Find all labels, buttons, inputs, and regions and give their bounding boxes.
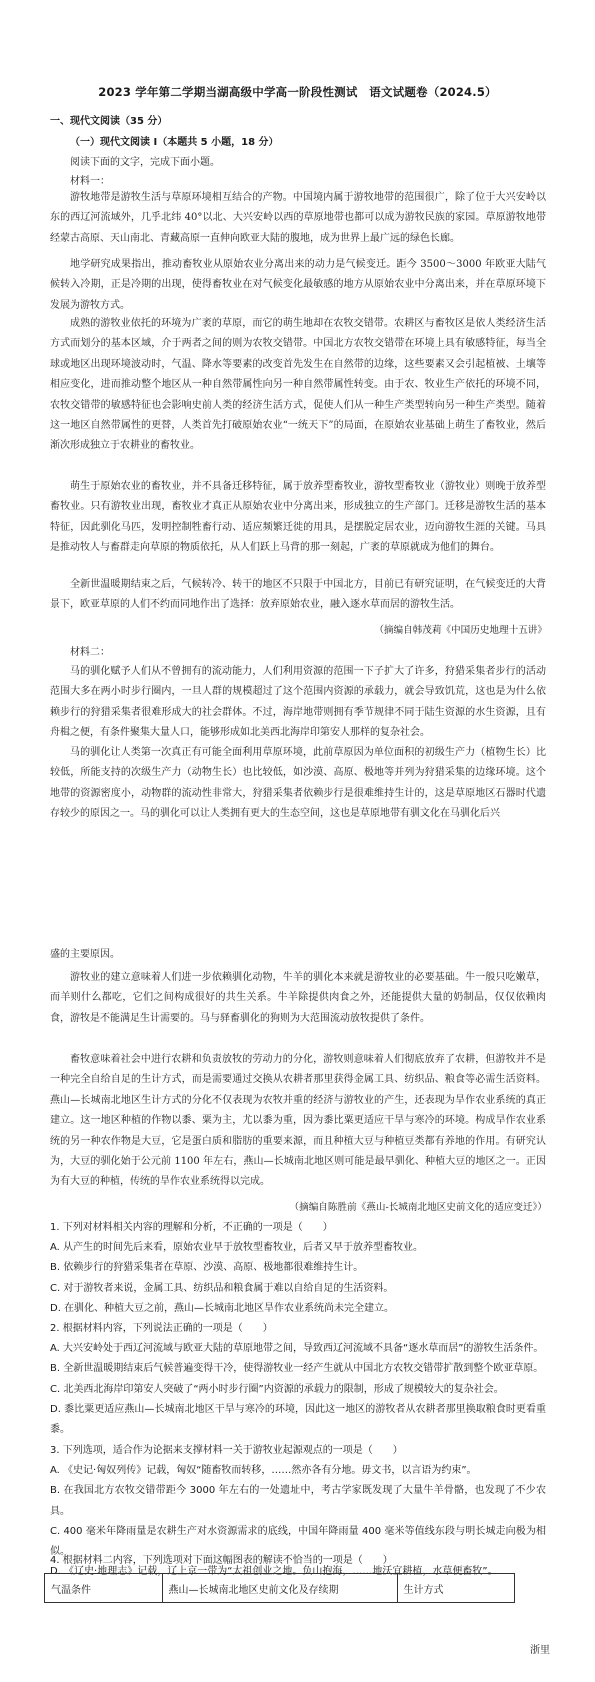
question-2-option-a: A. 大兴安岭处于西辽河流域与欧亚大陆的草原地带之间，导致西辽河流域不具备“逐水草而居”的游牧生活条件。 (50, 1343, 544, 1355)
footer-text: 浙里 (530, 1645, 550, 1656)
question-3-stem: 3. 下列选项，适合作为论据来支撑材料一关于游牧业起源观点的一项是（ ） (50, 1445, 403, 1456)
question-4 (50, 1551, 546, 1571)
question-1-option-b: B. 依赖步行的狩猎采集者在草原、沙漠、高原、极地都很难维持生计。 (50, 1262, 364, 1274)
question-1-option-a: A. 从产生的时间先后来看，原始农业早于放牧型畜牧业，后者又早于放养型畜牧业。 (50, 1242, 424, 1254)
question-2-option-c: C. 北美西北海岸印第安人突破了“两小时步行圈”内资源的承载力的限制，形成了规模较大的复杂社会。 (50, 1383, 504, 1395)
question-1-option-c: C. 对于游牧者来说，金属工具、纺织品和粮食属于难以自给自足的生活资料。 (50, 1282, 394, 1294)
question-2-option-d: D. 黍比粟更适应燕山—长城南北地区干旱与寒冷的环境，因此这一地区的游牧者从农耕者那里换取粮食时更看重黍。 (50, 1403, 546, 1436)
question-1-stem: 1. 下列对材料相关内容的理解和分析，不正确的一项是（ ） (50, 1222, 333, 1233)
instruction: 阅读下面的文字，完成下面小题。 (70, 157, 220, 168)
question-4-stem: 4. 根据材料二内容，下列选项对下面这幅图表的解读不恰当的一项是（ ） (50, 1555, 393, 1566)
question-3-option-b: B. 在我国北方农牧交错带距今 3000 年左右的一处遗址中，考古学家既发现了大量牛羊骨骼，也发现了不少农具。 (50, 1485, 546, 1517)
material1-paragraph-2: 地学研究成果指出，推动畜牧业从原始农业分离出来的动力是气候变迁。距今 3500～3000 年欧亚大陆气候转入冷期，正是冷期的出现，使得畜牧业在对气候变化最敏感的地方从原始农业中分离出来，并在草原环境下发展为游牧方式。 (50, 259, 546, 311)
question-1-option-d: D. 在驯化、种植大豆之前，燕山—长城南北地区旱作农业系统尚未完全建立。 (50, 1302, 395, 1314)
material2-paragraph-4: 畜牧意味着社会中进行农耕和负责放牧的劳动力的分化，游牧则意味着人们彻底放弃了农耕，但游牧并不是一种完全自给自足的生计方式，而是需要通过交换从农耕者那里获得金属工具、纺织品、粮食等必需生活资料。燕山—长城南北地区生计方式的分化不仅表现为农牧并重的经济与游牧业的产生，还表现为旱作农业系统的真正建立。这一地区种植的作物以黍、粟为主，尤以黍为重，因为黍比粟更适应干旱与寒冷的环境。构成旱作农业系统的另一种农作物是大豆，它是蛋白质和脂肪的重要来源，而且种植大豆与种植豆类都有养地的作用。有研究认为，大豆的驯化始于公元前 1100 年左右，燕山—长城南北地区则可能是最早驯化、种植大豆的地区之一。正因为有大豆的种植，传统的旱作农业系统得以完成。 (50, 1054, 546, 1188)
table-header-cell: 生计方式 (397, 1574, 515, 1603)
material2-paragraph-3: 游牧业的建立意味着人们进一步依赖驯化动物，牛羊的驯化本来就是游牧业的必要基础。牛一般只吃嫩草，而羊则什么都吃，它们之间构成很好的共生关系。牛羊除提供肉食之外，还能提供大量的奶制品，仅仅依赖肉食，游牧是不能满足生计需要的。马与驿畜驯化的狗则为大范围流动放牧提供了条件。 (50, 972, 546, 1024)
material1-paragraph-5: 全新世温暖期结束之后，气候转冷、转干的地区不只限于中国北方，目前已有研究证明，在气候变迁的大背景下，欧亚草原的人们不约而同地作出了选择：放弃原始农业，融入逐水草而居的游牧生活。 (50, 579, 546, 611)
material2-paragraph-1: 马的驯化赋予人们从不曾拥有的流动能力，人们利用资源的范围一下子扩大了许多，狩猎采集者步行的活动范围大多在两小时步行圈内，一旦人群的规模超过了这个范围内资源的承载力，就会导致饥荒，这也是为什么依赖步行的狩猎采集者很难形成大的社会群体。不过，海岸地带则拥有季节规律不同于陆生资源的水生资源，且有舟楫之便，有条件聚集大量人口，能够形成如北美西北海岸印第安人那样的复杂社会。 (50, 666, 546, 739)
material1-source: （摘编自韩茂莉《中国历史地理十五讲》 (374, 625, 547, 636)
question-2-option-b: B. 全新世温暖期结束后气候普遍变得干冷，使得游牧业一经产生就从中国北方农牧交错带扩散到整个欧亚草原。 (50, 1363, 544, 1375)
section-heading: 一、现代文阅读（35 分） (50, 116, 168, 127)
material1-paragraph-4: 萌生于原始农业的畜牧业，并不具备迁移特征，属于放养型畜牧业，游牧型畜牧业（游牧业）则晚于放养型畜牧业。只有游牧业出现，畜牧业才真正从原始农业中分离出来，形成独立的生产部门。迁移是游牧生活的基本特征，因此驯化马匹，发明控制牲畜行动、适应频繁迁徙的用具，是摆脱定居农业，迈向游牧生涯的关键。马具是推动牧人与畜群走向草原的物质依托，从人们跃上马背的那一刻起，广袤的草原就成为他们的舞台。 (50, 481, 546, 554)
material1-paragraph-3: 成熟的游牧业依托的环境为广袤的草原，而它的萌生地却在农牧交错带。农耕区与畜牧区是依人类经济生活方式而划分的基本区域，介于两者之间的则为农牧交错带。中国北方农牧交错带在环境上具有敏感特征，每当全球或地区出现环境波动时，气温、降水等要素的改变首先发生在自然带的边缘，这些要素又会引起植被、土壤等相应变化，进而推动整个地区从一种自然带属性向另一种自然带属性转变。由于农、牧业生产依托的环境不同，农牧交错带的敏感特征也会影响史前人类的经济生活方式，促使人们从一种生产类型转向另一种生产类型。随着这一地区自然带属性的更替，人类首先打破原始农业“一统天下”的局面，在原始农业基础上萌生了畜牧业，然后渐次形成独立于农耕业的畜牧业。 (50, 318, 546, 452)
question-3-option-c: C. 400 毫米年降雨量是农耕生产对水资源需求的底线，中国年降雨量 400 毫米等值线东段与明长城走向极为相似。 (50, 1525, 546, 1558)
material2-paragraph-2-continued: 盛的主要原因。 (50, 949, 120, 960)
material1-label: 材料一： (70, 176, 110, 187)
table-header-cell: 气温条件 (45, 1574, 163, 1603)
material2-label: 材料二： (70, 647, 110, 658)
material2-paragraph-2: 马的驯化让人类第一次真正有可能全面利用草原环境，此前草原因为单位面积的初级生产力（植物生长）比较低，所能支持的次级生产力（动物生长）也比较低，如沙漠、高原、极地等并列为狩猎采集的边缘环境。这个地带的资源密度小，动物群的流动性非常大，狩猎采集者依赖步行是很难维持生计的，这是草原地区石器时代遗存较少的原因之一。马的驯化可以让人类拥有更大的生态空间，这也是草原地带有驯文化在马驯化后兴 (50, 747, 546, 820)
table-row (45, 1574, 515, 1603)
material1-paragraph-1: 游牧地带是游牧生活与草原环境相互结合的产物。中国境内属于游牧地带的范围很广，除了位于大兴安岭以东的西辽河流域外，几乎北纬 40°以北、大兴安岭以西的草原地带也都可以成为游牧民族的家园。草原游牧地带经蒙古高原、天山南北、青藏高原一直伸向欧亚大陆的腹地，成为世界上最广远的绿色长廊。 (50, 192, 546, 244)
question-4-table (44, 1573, 515, 1603)
question-2-stem: 2. 根据材料内容，下列说法正确的一项是（ ） (50, 1323, 273, 1334)
question-3-option-a: A. 《史记·匈奴列传》记载，匈奴“随畜牧而转移，……然亦各有分地。毋文书，以言语为约束”。 (50, 1465, 477, 1477)
material2-source: （摘编自陈胜前《燕山-长城南北地区史前文化的适应变迁》） (289, 1202, 547, 1213)
question-2 (50, 1319, 546, 1440)
question-3-option-d: D. 《辽史·地理志》记载，辽上京一带为“太祖创业之地。负山抱海，……地沃宜耕植，水草便畜牧”。 (50, 1566, 498, 1578)
question-1 (50, 1218, 546, 1319)
page-title: 2023 学年第二学期当湖高级中学高一阶段性测试 语文试题卷（2024.5） (98, 85, 497, 99)
table-header-cell: 燕山—长城南北地区史前文化及存续期 (162, 1574, 397, 1603)
part-heading: （一）现代文阅读 I（本题共 5 小题，18 分） (70, 137, 279, 148)
